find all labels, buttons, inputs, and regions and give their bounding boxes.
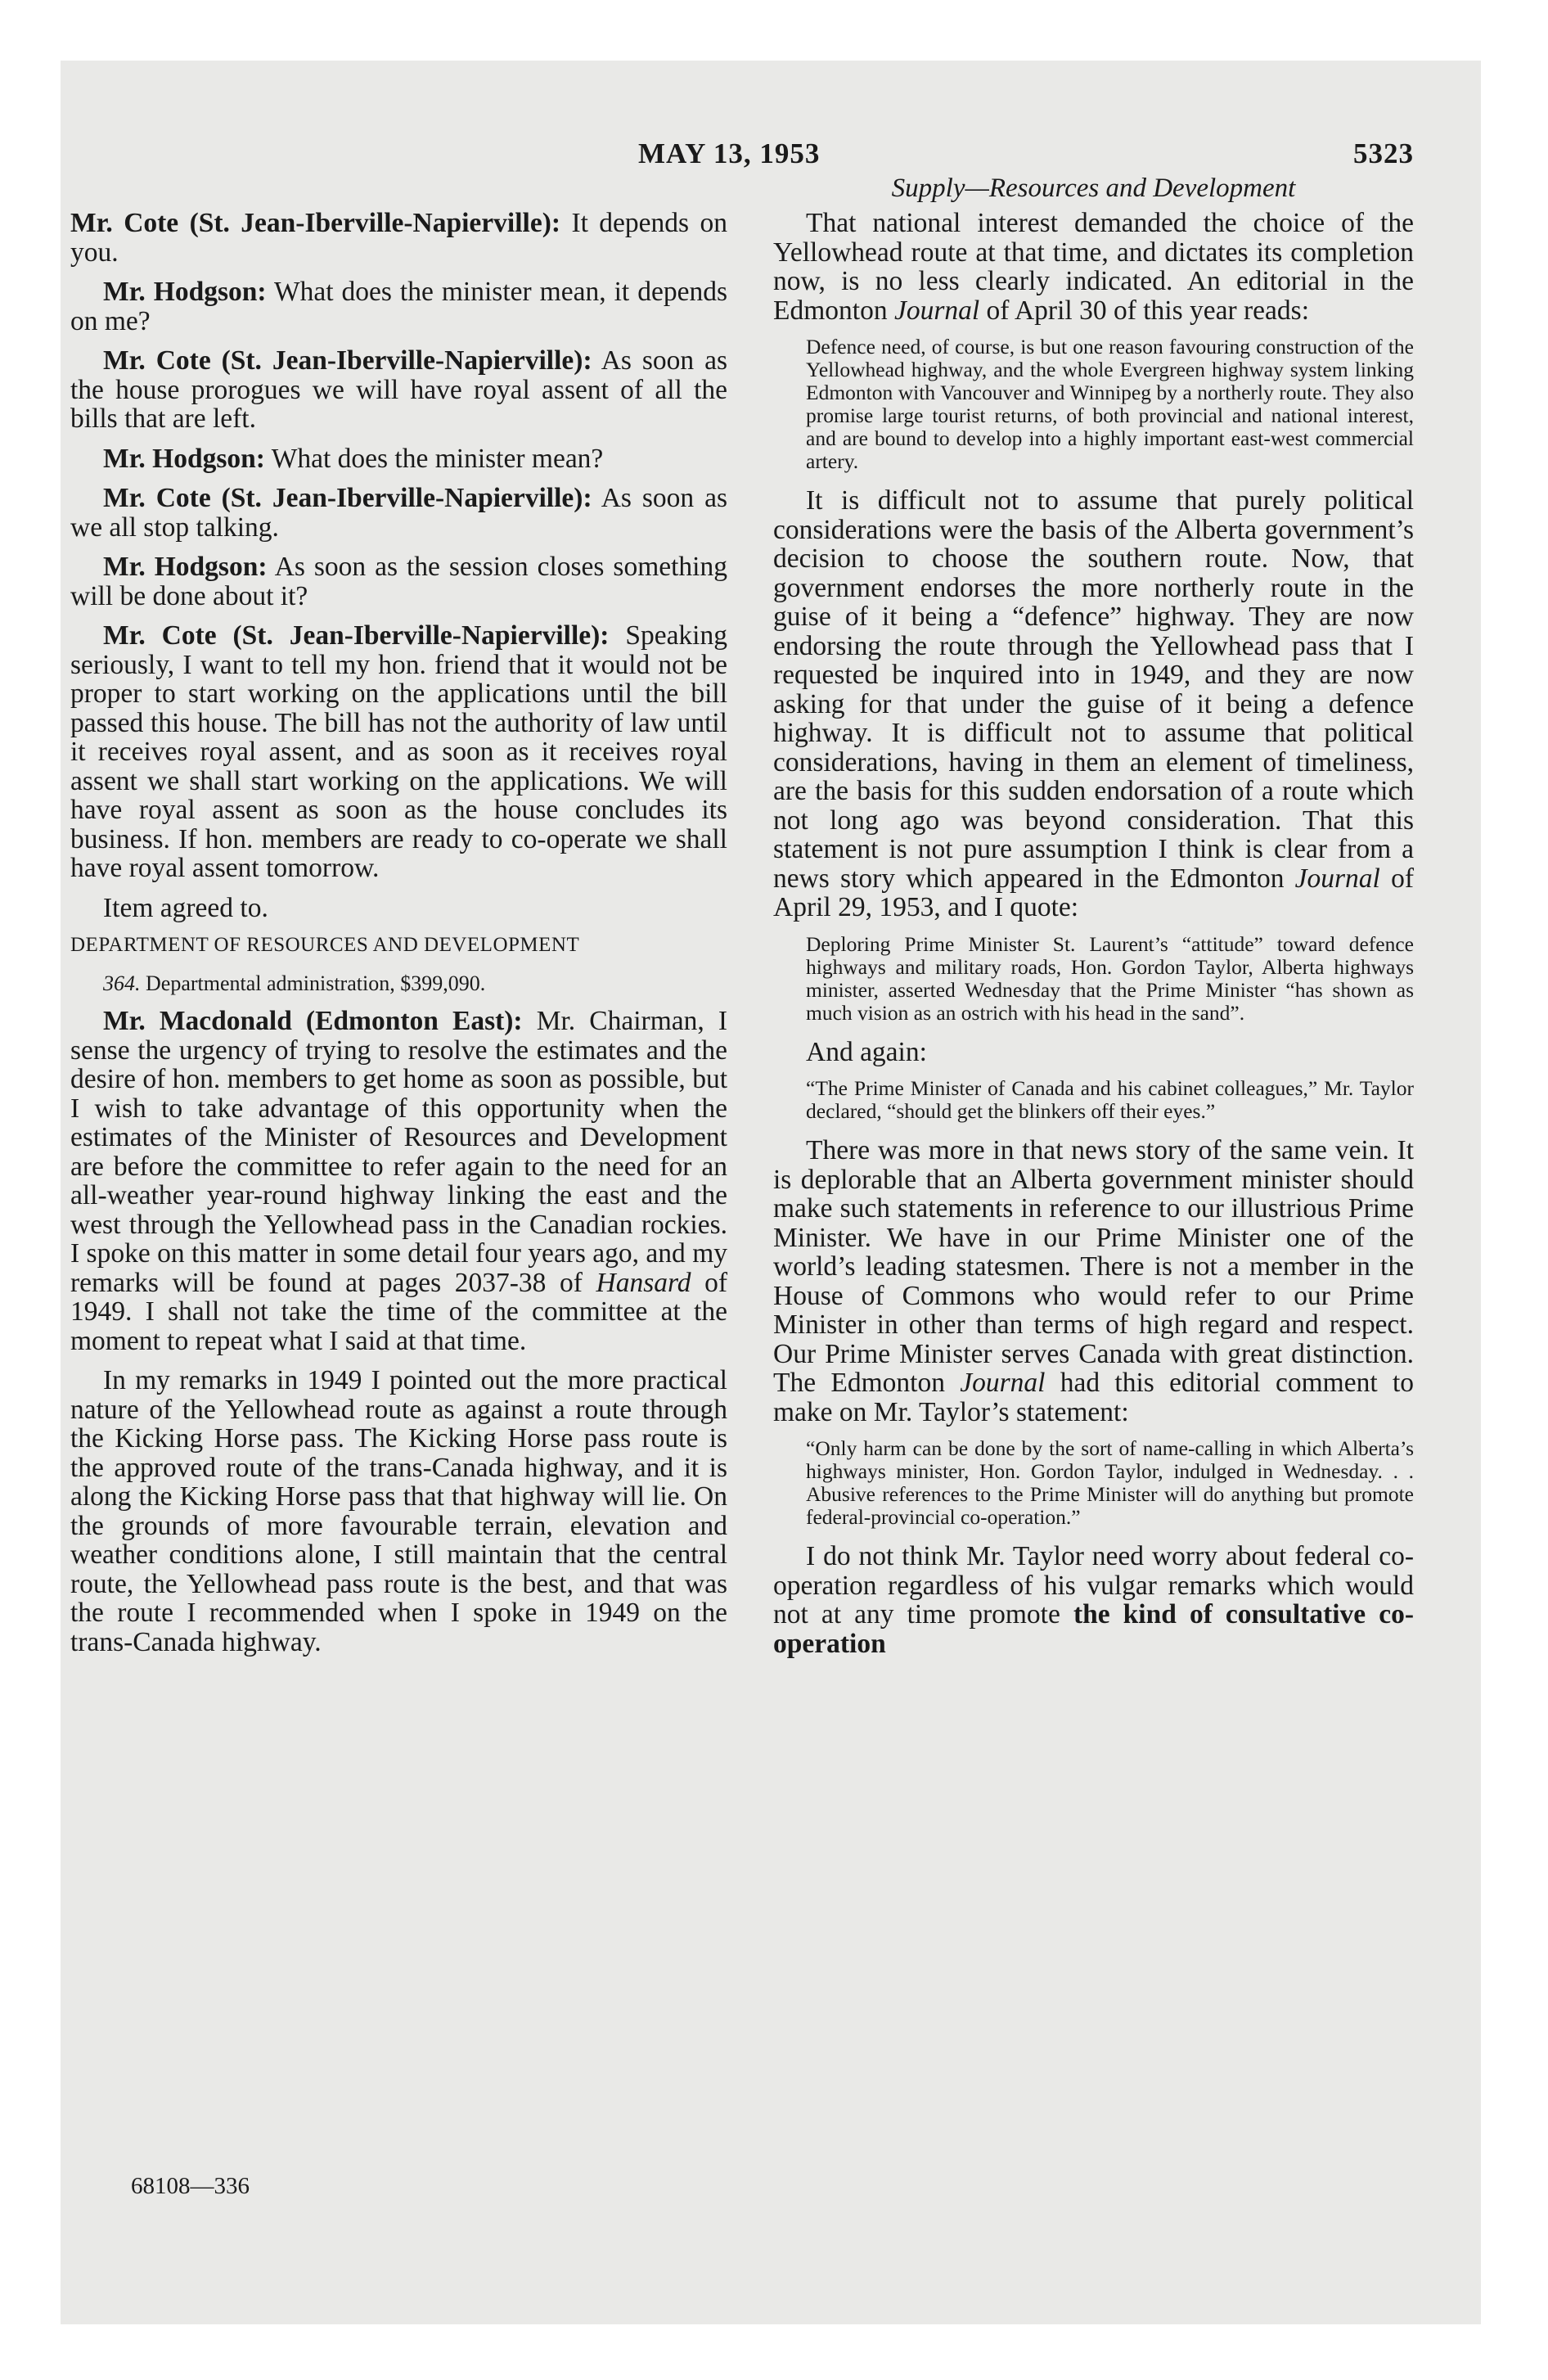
block-quote: Defence need, of course, is but one reason favouring construction of the Yellowhead highway, and the whole Evergreen highway system linking Edmonton with Vancouver and Winnipeg by a northerly route. They also promise large tourist returns, of both provincial and national interest, and are bound to develop into a highly important east-west commercial artery. xyxy=(806,335,1414,473)
paragraph: Item agreed to. xyxy=(103,892,268,923)
header-date: MAY 13, 1953 xyxy=(638,137,821,169)
paragraph: I do not think Mr. Taylor need worry about federal co-operation regardless of his vulgar remarks which would not at any time promote the kind of consultative co-operation xyxy=(773,1541,1414,1659)
block-quote: Deploring Prime Minister St. Laurent’s “attitude” toward defence highways and military roads, Hon. Gordon Taylor, Alberta highways minister, asserted Wednesday that the Prime Minister “has shown as much vision as an ostrich with his head in the sand”. xyxy=(806,931,1414,1025)
paragraph: That national interest demanded the choice of the Yellowhead route at that time, and dictates its completion now, is no less clearly indicated. An editorial in the Edmonton Journal of April 30 of this year reads: xyxy=(773,208,1414,326)
speaker: Mr. Hodgson: xyxy=(103,443,265,474)
block-quote: “Only harm can be done by the sort of name-calling in which Alberta’s highways minister, Hon. Gordon Taylor, indulged in Wednesday. . . Abusive references to the Prime Minister will do anything but promote federal-provincial co-operation.” xyxy=(806,1436,1414,1529)
speaker: Mr. Hodgson: xyxy=(103,277,267,307)
estimate-item: 364. Departmental administration, $399,090. xyxy=(103,971,486,995)
paragraph: Mr. Macdonald (Edmonton East): Mr. Chairman, I sense the urgency of trying to resolve the estimates and the desire of hon. members to get home as soon as possible, but I wish to take advantage of this opportunity when the estimates of the Minister of Resources and Development are before the committee to refer again to the need for an all-weather year-round highway linking the east and the west through the Yellowhead pass in the Canadian rockies. I spoke on this matter in some detail four years ago, and my remarks will be found at pages 2037-38 of Hansard of 1949. I shall not take the time of the committee at the moment to repeat what I said at that time. xyxy=(70,1006,728,1356)
paragraph: There was more in that news story of the same vein. It is deplorable that an Alberta government minister should make such statements in reference to our illustrious Prime Minister. We have in our Prime Minister one of the world’s leading statesmen. There is not a member in the House of Commons who would refer to our Prime Minister in other than terms of high regard and respect. Our Prime Minister serves Canada with great distinction. The Edmonton Journal had this editorial comment to make on Mr. Taylor’s statement: xyxy=(773,1135,1415,1427)
paragraph: Mr. Cote (St. Jean-Iberville-Napierville): It depends on you. xyxy=(70,208,727,268)
speaker: Mr. Macdonald (Edmonton East): xyxy=(103,1006,523,1036)
paragraph: It is difficult not to assume that purely political considerations were the basis of the Alberta government’s decision to choose the southern route. Now, that government endorses the more northerly route in the guise of it being a “defence” highway. They are now endorsing the route through the Yellowhead pass that I requested be inquired into in 1949, and they are now asking for that under the guise of it being a defence highway. It is difficult not to assume that political considerations, having in them an element of timeliness, are the basis for this sudden endorsation of a route which not long ago was beyond consideration. That this statement is not pure assumption I think is clear from a news story which appeared in the Edmonton Journal of April 29, 1953, and I quote: xyxy=(773,485,1414,922)
right-column xyxy=(773,209,1414,1669)
paragraph: Mr. Hodgson: As soon as the session closes something will be done about it? xyxy=(70,552,727,611)
footer-code: 68108—336 xyxy=(131,2173,250,2199)
section-subheading: Supply—Resources and Development xyxy=(891,174,1296,203)
paragraph: Mr. Cote (St. Jean-Iberville-Napierville): As soon as the house prorogues we will have royal assent of all the bills that are left. xyxy=(70,345,727,434)
block-quote: “The Prime Minister of Canada and his cabinet colleagues,” Mr. Taylor declared, “should get the blinkers off their eyes.” xyxy=(806,1076,1414,1123)
paragraph: In my remarks in 1949 I pointed out the more practical nature of the Yellowhead route as against a route through the Kicking Horse pass. The Kicking Horse pass route is the approved route of the trans-Canada highway, and it is along the Kicking Horse pass that that highway will lie. On the grounds of more favourable terrain, elevation and weather conditions alone, I still maintain that the central route, the Yellowhead pass route is the best, and that was the route I recommended when I spoke in 1949 on the trans-Canada highway. xyxy=(70,1365,727,1657)
speaker: Mr. Cote (St. Jean-Iberville-Napierville): xyxy=(70,208,561,238)
speaker: Mr. Hodgson: xyxy=(103,552,268,582)
paragraph: And again: xyxy=(806,1036,927,1067)
paragraph: Mr. Cote (St. Jean-Iberville-Napierville): As soon as we all stop talking. xyxy=(70,483,727,543)
paragraph: Mr. Hodgson: What does the minister mean, it depends on me? xyxy=(70,277,727,336)
left-column xyxy=(70,209,727,1667)
department-heading: DEPARTMENT OF RESOURCES AND DEVELOPMENT xyxy=(70,934,580,956)
paragraph: Mr. Hodgson: What does the minister mean? xyxy=(103,443,604,474)
page-number: 5323 xyxy=(1353,137,1414,169)
speaker: Mr. Cote (St. Jean-Iberville-Napierville): xyxy=(103,483,592,513)
paragraph: Mr. Cote (St. Jean-Iberville-Napierville): Speaking seriously, I want to tell my hon. friend that it would not be proper to start working on the applications until the bill passed this house. The bill has not the authority of law until it receives royal assent, and as soon as it receives royal assent we shall start working on the applications. We will have royal assent as soon as the house concludes its business. If hon. members are ready to co-operate we shall have royal assent tomorrow. xyxy=(70,620,727,883)
speaker: Mr. Cote (St. Jean-Iberville-Napierville): xyxy=(103,620,610,651)
speaker: Mr. Cote (St. Jean-Iberville-Napierville): xyxy=(103,345,592,376)
